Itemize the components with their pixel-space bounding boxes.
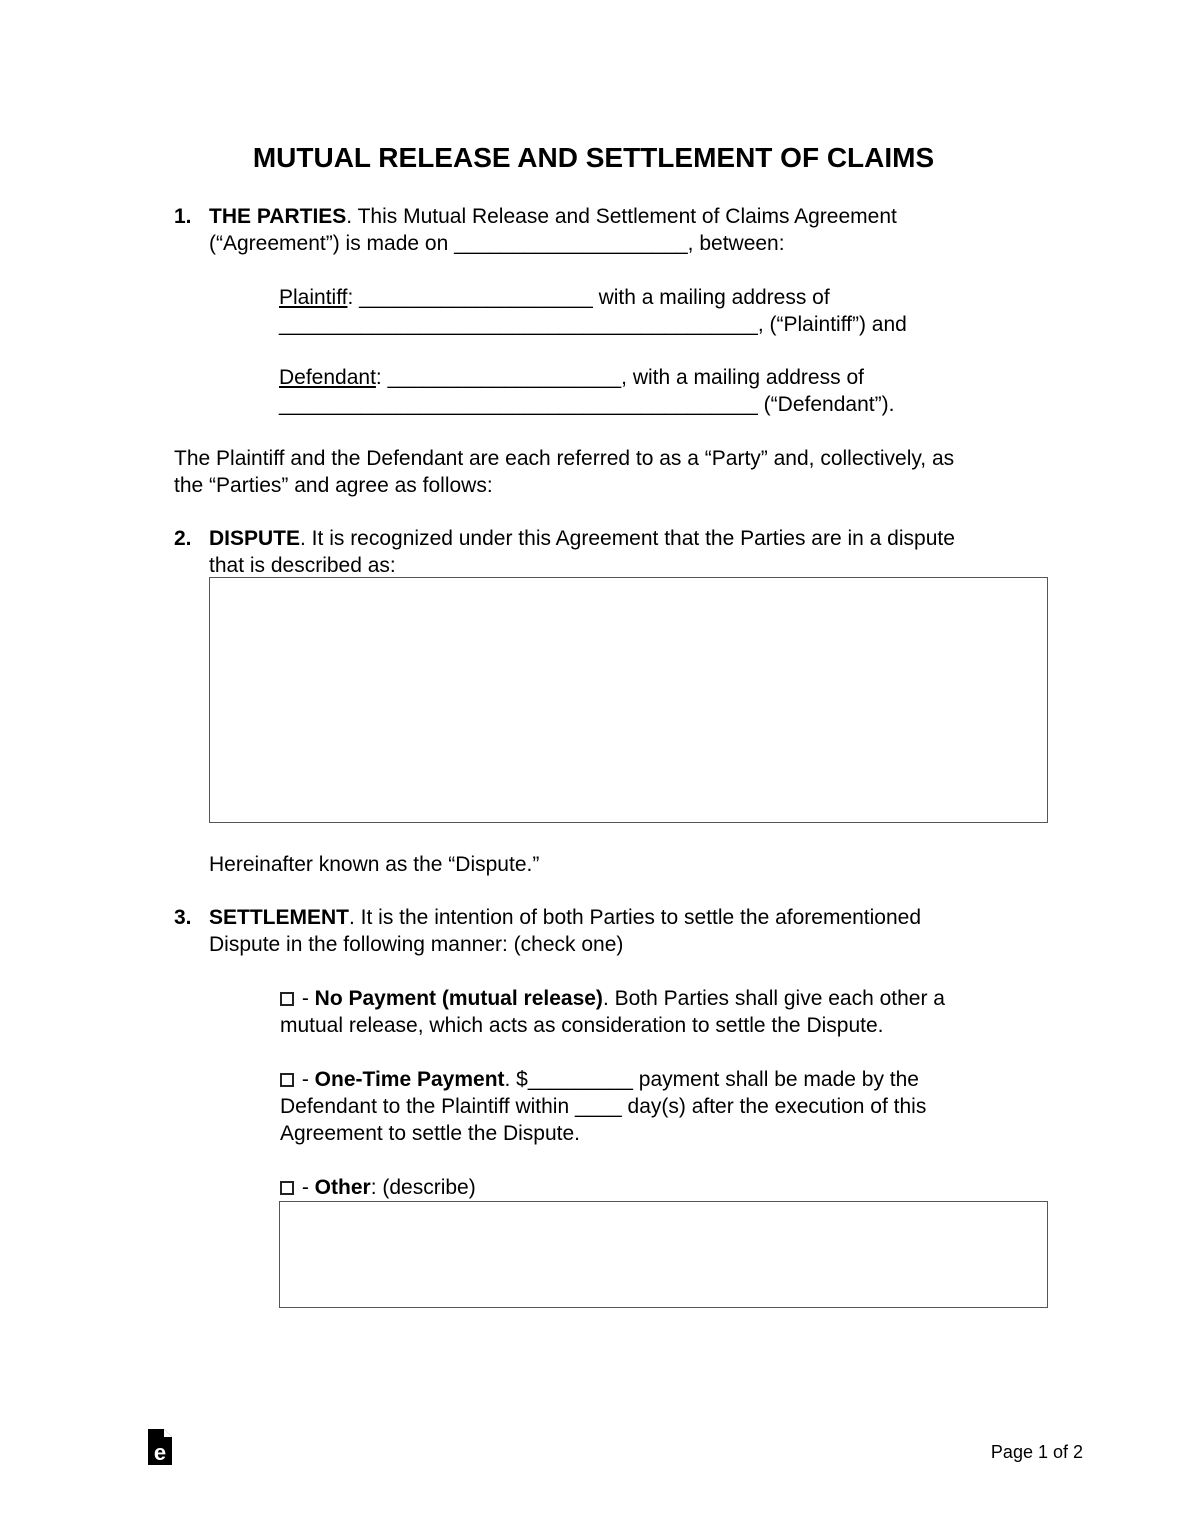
section-2-line-2: that is described as: [209,554,396,577]
section-1-number: 1. [174,205,192,228]
parties-paragraph-line-2: the “Parties” and agree as follows: [174,474,493,497]
defendant-address-field[interactable]: _________________________________________ (“Defendant”). [279,393,895,416]
dash: - [296,987,315,1010]
section-3-line-1 [209,904,921,931]
dash: - [296,1176,315,1199]
section-1-line-1 [209,203,897,230]
dash: - [296,1068,315,1091]
section-2-text: . It is recognized under this Agreement that the Parties are in a dispute [300,527,955,550]
page-number: Page 1 of 2 [990,1442,1083,1462]
other-label: Other [314,1176,371,1199]
section-3-text: . It is the intention of both Parties to settle the aforementioned [349,906,922,929]
defendant-name-field[interactable]: : ____________________, with a mailing address of [375,366,864,389]
option-no-payment [280,985,945,1012]
no-payment-text: . Both Parties shall give each other a [602,987,945,1010]
option-one-time-payment [280,1066,919,1093]
plaintiff-label: Plaintiff [279,286,348,309]
defendant-line-1[interactable] [279,364,864,391]
other-checkbox[interactable] [280,1181,294,1195]
section-2-heading: DISPUTE [209,527,301,550]
dispute-description-box[interactable] [209,577,1048,823]
option-no-payment-line-2: mutual release, which acts as consideration to settle the Dispute. [280,1014,884,1037]
dispute-hereinafter: Hereinafter known as the “Dispute.” [209,853,540,876]
option-other [280,1174,476,1201]
plaintiff-line-1[interactable] [279,284,830,311]
section-3-number: 3. [174,906,192,929]
no-payment-checkbox[interactable] [280,992,294,1006]
option-one-time-payment-line-3: Agreement to settle the Dispute. [280,1122,580,1145]
no-payment-label: No Payment (mutual release) [314,987,603,1010]
plaintiff-address-field[interactable]: _________________________________________, (“Plaintiff”) and [279,313,907,336]
section-1-text: . This Mutual Release and Settlement of Claims Agreement [346,205,897,228]
section-2-number: 2. [174,527,192,550]
plaintiff-name-field[interactable]: : ____________________ with a mailing address of [347,286,830,309]
parties-paragraph-line-1: The Plaintiff and the Defendant are each referred to as a “Party” and, collectively, as [174,447,955,470]
section-3-line-2: Dispute in the following manner: (check one) [209,933,624,956]
one-time-payment-label: One-Time Payment [314,1068,505,1091]
one-time-payment-checkbox[interactable] [280,1073,294,1087]
payment-amount-field[interactable]: . $_________ payment shall be made by the [504,1068,919,1091]
eforms-logo-icon [147,1428,173,1466]
other-description-box[interactable] [279,1201,1048,1308]
document-title: MUTUAL RELEASE AND SETTLEMENT OF CLAIMS [252,142,935,173]
section-1-heading: THE PARTIES [209,205,347,228]
defendant-label: Defendant [279,366,376,389]
section-2-line-1 [209,525,955,552]
payment-days-field[interactable]: Defendant to the Plaintiff within ____ day(s) after the execution of this [280,1095,927,1118]
section-3-heading: SETTLEMENT [209,906,349,929]
other-text: : (describe) [370,1176,476,1199]
agreement-date-line[interactable]: (“Agreement”) is made on ____________________, between: [209,232,785,255]
logo-letter: e [153,1440,167,1465]
